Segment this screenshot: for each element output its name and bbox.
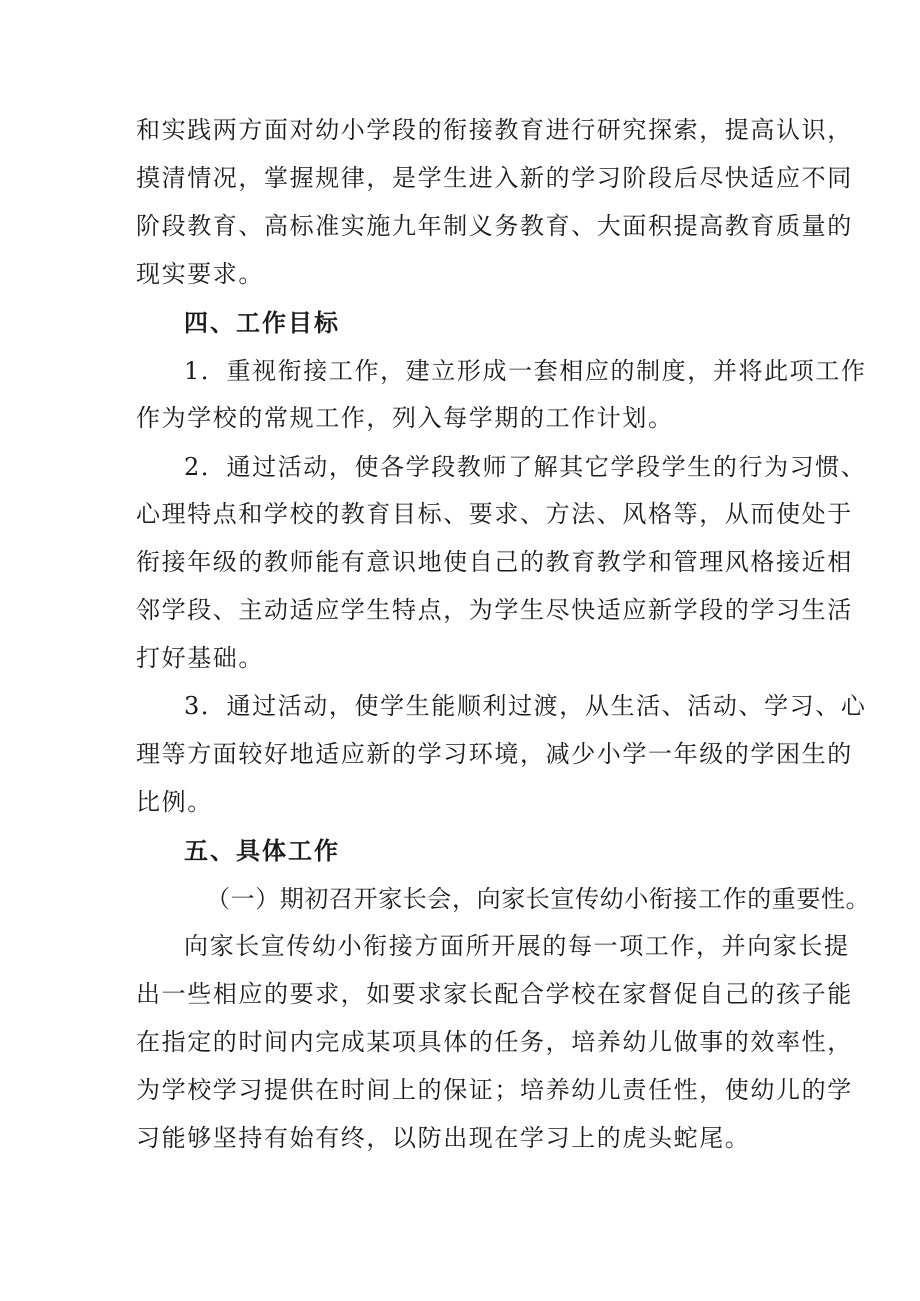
section-heading-work: 五、具体工作 (184, 837, 340, 865)
paragraph-line: 在指定的时间内完成某项具体的任务，培养幼儿做事的效率性， (136, 1028, 853, 1056)
paragraph-line: 习能够坚持有始有终，以防出现在学习上的虎头蛇尾。 (136, 1124, 751, 1152)
paragraph-line: 比例。 (136, 788, 213, 816)
paragraph-line: 2．通过活动，使各学段教师了解其它学段学生的行为习惯、 (184, 453, 867, 481)
paragraph-line: 和实践两方面对幼小学段的衔接教育进行研究探索，提高认识， (136, 116, 853, 144)
paragraph-line: 心理特点和学校的教育目标、要求、方法、风格等，从而使处于 (136, 500, 853, 528)
paragraph-line: 阶段教育、高标准实施九年制义务教育、大面积提高教育质量的 (136, 212, 853, 240)
paragraph-line: 理等方面较好地适应新的学习环境，减少小学一年级的学困生的 (136, 740, 853, 768)
paragraph-line: 出一些相应的要求，如要求家长配合学校在家督促自己的孩子能 (136, 980, 853, 1008)
paragraph-line: 3．通过活动，使学生能顺利过渡，从生活、活动、学习、心 (184, 692, 867, 720)
work-item-title: （一）期初召开家长会，向家长宣传幼小衔接工作的重要性。 (206, 885, 871, 913)
paragraph-line: 衔接年级的教师能有意识地使自己的教育教学和管理风格接近相 (136, 548, 853, 576)
paragraph-line: 打好基础。 (136, 644, 264, 672)
paragraph-line: 邻学段、主动适应学生特点，为学生尽快适应新学段的学习生活 (136, 596, 853, 624)
paragraph-line: 1．重视衔接工作，建立形成一套相应的制度，并将此项工作 (184, 357, 867, 385)
paragraph-line: 作为学校的常规工作，列入每学期的工作计划。 (136, 404, 674, 432)
section-heading-goals: 四、工作目标 (184, 309, 340, 337)
paragraph-line: 现实要求。 (136, 260, 264, 288)
paragraph-line: 摸清情况，掌握规律，是学生进入新的学习阶段后尽快适应不同 (136, 164, 853, 192)
paragraph-line: 为学校学习提供在时间上的保证；培养幼儿责任性，使幼儿的学 (136, 1076, 853, 1104)
paragraph-line: 向家长宣传幼小衔接方面所开展的每一项工作，并向家长提 (184, 932, 850, 960)
